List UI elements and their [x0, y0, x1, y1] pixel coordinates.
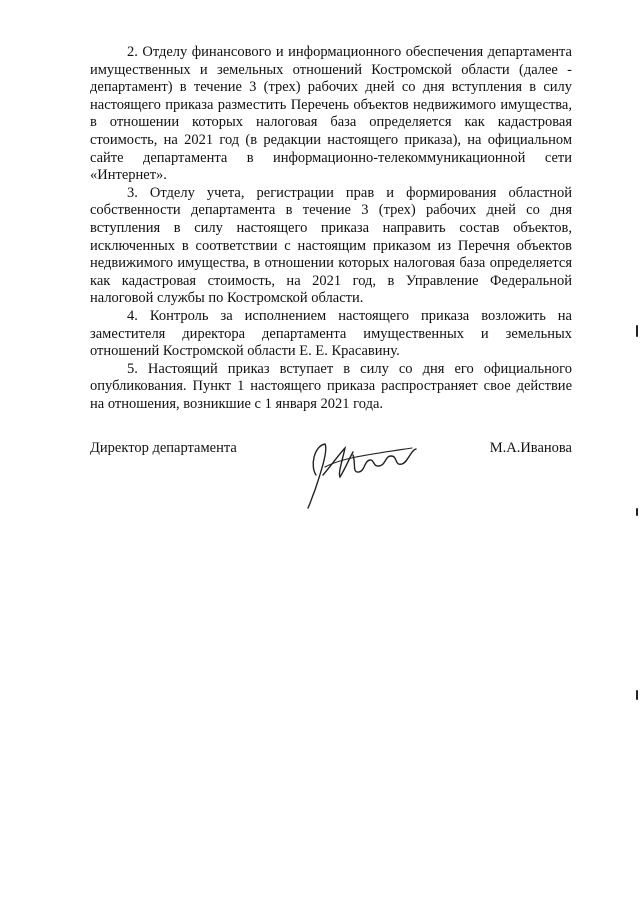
document-body [90, 44, 572, 413]
scan-edge-mark [636, 690, 638, 700]
scan-edge-mark [636, 508, 638, 516]
signature-block [90, 430, 572, 510]
signer-position: Директор департамента [90, 440, 237, 456]
paragraph-2: 2. Отделу финансового и информационного обеспечения департамента имущественных и земельных отношений Костромской области (далее - департамент) в течение 3 (трех) рабочих дней со дня вступления в силу настоящего приказа разместить Перечень объектов недвижимого имущества, в отношении которых налоговая база определяется как кадастровая стоимость, на 2021 год (в редакции настоящего приказа), на официальном сайте департамента в информационно-телекоммуникационной сети «Интернет». [90, 44, 572, 184]
scan-edge-mark [636, 325, 638, 337]
paragraph-5: 5. Настоящий приказ вступает в силу со дня его официального опубликования. Пункт 1 настоящего приказа распространяет свое действие на отношения, возникшие с 1 января 2021 года. [90, 360, 572, 412]
paragraph-3: 3. Отделу учета, регистрации прав и формирования областной собственности департамента в течение 3 (трех) рабочих дней со дня вступления в силу настоящего приказа направить состав объектов, исключенных в соответствии с настоящим приказом из Перечня объектов недвижимого имущества, в отношении которых налоговая база определяется как кадастровая стоимость, на 2021 год, в Управление Федеральной налоговой службы по Костромской области. [90, 184, 572, 307]
signer-name: М.А.Иванова [489, 440, 572, 456]
handwritten-signature [280, 430, 440, 510]
paragraph-4: 4. Контроль за исполнением настоящего приказа возложить на заместителя директора департамента имущественных и земельных отношений Костромской области Е. Е. Красавину. [90, 307, 572, 360]
